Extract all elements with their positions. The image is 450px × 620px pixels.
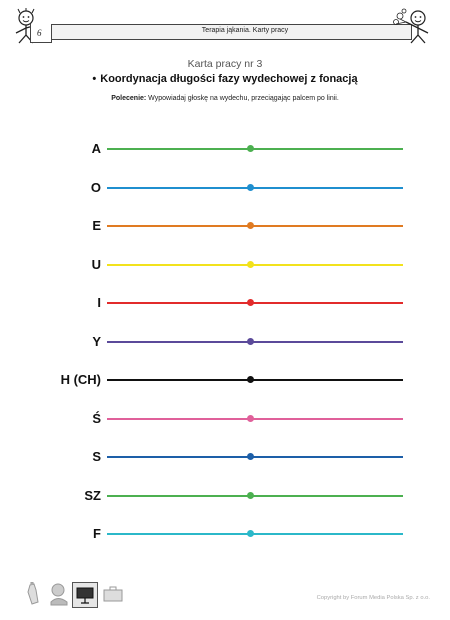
briefcase-icon[interactable] (102, 582, 124, 606)
sound-label: H (CH) (60, 372, 101, 387)
instruction (0, 95, 450, 102)
tracing-line[interactable] (107, 456, 403, 458)
tracing-row (0, 409, 450, 429)
sound-label: O (90, 179, 101, 195)
tracing-row (0, 332, 450, 352)
tracing-row (0, 293, 450, 313)
tracing-line[interactable] (107, 495, 403, 497)
bullet-icon: • (92, 73, 97, 85)
tracing-line[interactable] (107, 148, 403, 150)
page-number: 6 (37, 28, 42, 38)
tracing-row (0, 447, 450, 467)
worksheet-title: Karta pracy nr 3 (187, 58, 263, 70)
midpoint-dot (247, 492, 254, 499)
copyright: Copyright by Forum Media Polska Sp. z o.o. (316, 595, 430, 601)
sound-label: A (91, 141, 101, 156)
tracing-row (0, 486, 450, 506)
worksheet-topic (0, 73, 450, 85)
tracing-row (0, 216, 450, 236)
sound-label: Ś (92, 410, 101, 426)
midpoint-dot (247, 222, 254, 229)
sound-label: Y (92, 333, 101, 349)
tracing-line[interactable] (107, 533, 403, 535)
instruction-label: Polecenie: (111, 95, 147, 102)
midpoint-dot (247, 453, 254, 460)
tracing-row (0, 178, 450, 198)
topic-text: Koordynacja długości fazy wydechowej z fonacją (100, 73, 358, 85)
tracing-line[interactable] (107, 187, 403, 189)
midpoint-dot (247, 299, 254, 306)
midpoint-dot (247, 145, 254, 152)
midpoint-dot (247, 261, 254, 268)
midpoint-dot (247, 530, 254, 537)
sound-label: SZ (84, 487, 101, 503)
tracing-row (0, 255, 450, 275)
child-with-flowers-icon (392, 8, 440, 46)
tracing-line[interactable] (107, 302, 403, 304)
midpoint-dot (247, 376, 254, 383)
sound-label: I (97, 295, 101, 310)
tracing-row (0, 370, 450, 390)
tracing-row (0, 139, 450, 159)
sound-label: E (92, 218, 101, 233)
playing-child-icon[interactable] (48, 582, 70, 606)
tracing-line[interactable] (107, 379, 403, 381)
tracing-line[interactable] (107, 341, 403, 343)
tracing-line[interactable] (107, 418, 403, 420)
running-head: Terapia jąkania. Karty pracy (201, 27, 289, 34)
sound-label: U (91, 256, 101, 272)
tracing-line[interactable] (107, 264, 403, 266)
midpoint-dot (247, 338, 254, 345)
midpoint-dot (247, 415, 254, 422)
baby-bottle-icon[interactable] (22, 582, 44, 606)
tracing-line[interactable] (107, 225, 403, 227)
school-board-icon[interactable] (72, 582, 98, 608)
instruction-text: Wypowiadaj głoskę na wydechu, przeciągając palcem po linii. (146, 95, 339, 102)
tracing-row (0, 524, 450, 544)
midpoint-dot (247, 184, 254, 191)
sound-label: S (92, 449, 101, 464)
sound-label: F (93, 526, 101, 541)
